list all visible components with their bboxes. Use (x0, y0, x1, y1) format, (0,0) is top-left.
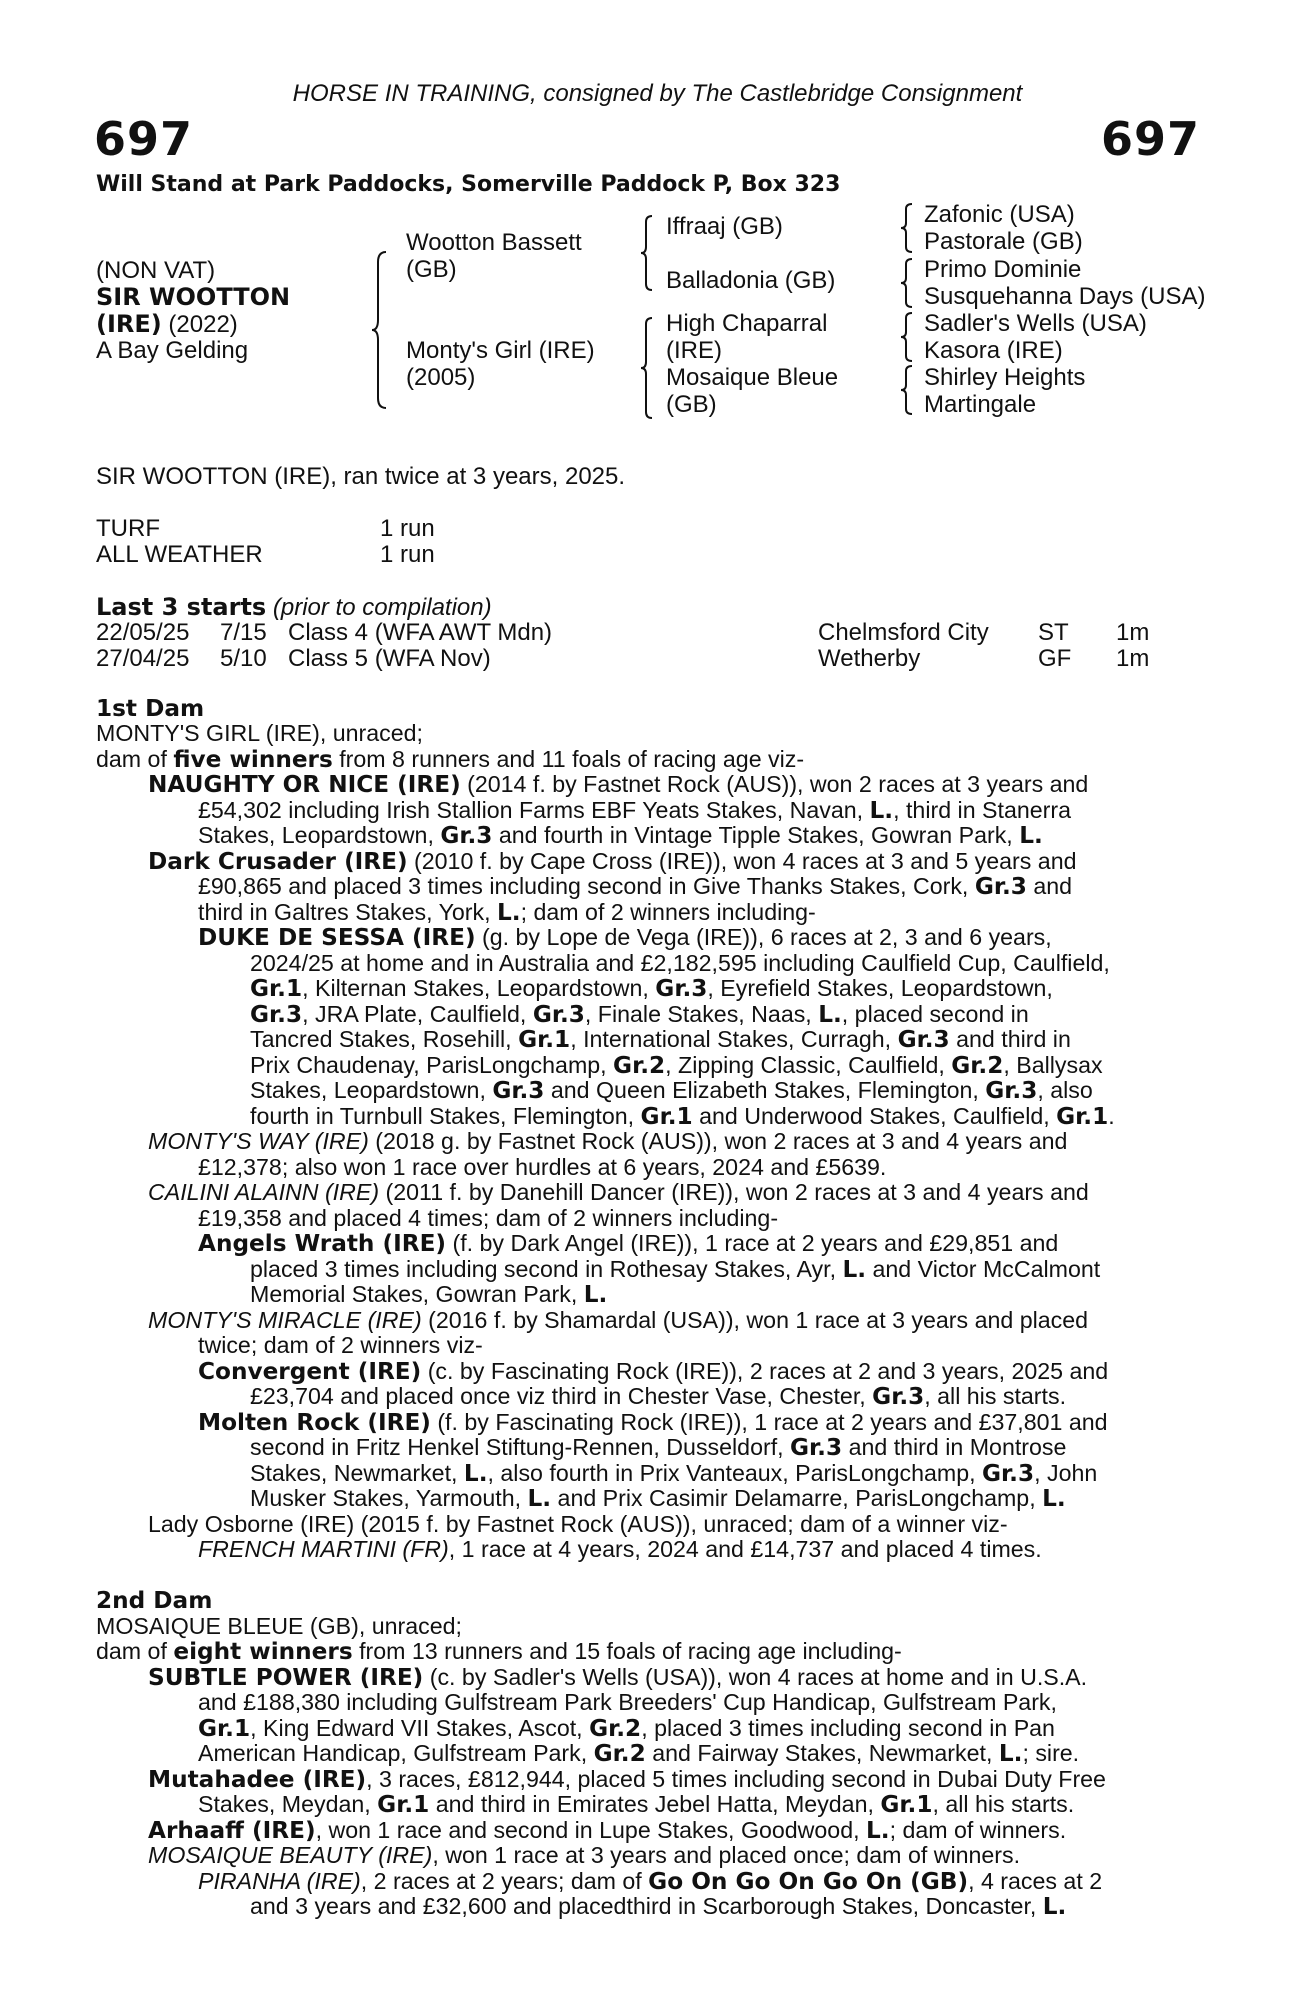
start-position: 5/10 (220, 645, 267, 672)
text-fragment: ; dam of winners. (889, 1817, 1067, 1843)
lot-number-right: 697 (1100, 112, 1200, 166)
text-fragment: , placed second in (841, 1001, 1029, 1027)
text-fragment: (f. by Dark Angel (IRE)), 1 race at 2 years and £29,851 and (446, 1230, 1059, 1256)
text-fragment: ; sire. (1022, 1740, 1080, 1766)
produce-entry (148, 772, 1088, 798)
produce-entry-line: £12,378; also won 1 race over hurdles at 6 years, 2024 and £5639. (198, 1154, 887, 1180)
produce-entry-line (198, 1741, 1079, 1767)
pedigree-sire-sire: Iffraaj (GB) (666, 213, 783, 240)
text-fragment: Gr.2 (593, 1740, 646, 1767)
start-going: ST (1038, 619, 1069, 646)
produce-name: MONTY'S WAY (IRE) (148, 1128, 369, 1154)
racing-summary: SIR WOOTTON (IRE), ran twice at 3 years, 2025. (96, 463, 626, 490)
text-fragment: L. (463, 1460, 488, 1487)
start-going: GF (1038, 645, 1072, 672)
pedigree-brace-sd (900, 257, 916, 309)
grandproduce-entry-line (250, 1104, 1115, 1130)
start-position: 7/15 (220, 619, 267, 646)
produce-entry: Lady Osborne (IRE) (2015 f. by Fastnet Rock (AUS)), unraced; dam of a winner viz- (148, 1511, 1008, 1537)
start-date: 22/05/25 (96, 619, 190, 646)
grandproduce-name: PIRANHA (IRE) (198, 1868, 361, 1894)
text-fragment: fourth in Turnbull Stakes, Flemington, (250, 1103, 641, 1129)
text-fragment: (c. by Sadler's Wells (USA)), won 4 races at home and in U.S.A. (423, 1664, 1088, 1690)
start-race: Class 4 (WFA AWT Mdn) (288, 619, 553, 646)
text-fragment: , won 1 race and second in Lupe Stakes, Goodwood, (315, 1817, 866, 1843)
text-fragment: (c. by Fascinating Rock (IRE)), 2 races at 2 and 3 years, 2025 and (421, 1358, 1109, 1384)
grandproduce-entry-line (250, 1435, 1066, 1461)
text-fragment: Gr.1 (1056, 1103, 1109, 1130)
produce-entry-line (198, 798, 1071, 824)
text-fragment: Stakes, Meydan, (198, 1791, 378, 1817)
pedigree-gen3-1: Zafonic (USA) (924, 201, 1075, 228)
text-fragment: , Zipping Classic, Caulfield, (665, 1052, 952, 1078)
text-fragment: Gr.3 (897, 1026, 950, 1053)
text-fragment: Gr.2 (613, 1052, 666, 1079)
text-fragment: L. (583, 1281, 608, 1308)
grandproduce-entry-line (250, 1078, 1093, 1104)
start-distance: 1m (1116, 619, 1150, 646)
produce-entry (148, 849, 1077, 875)
text-fragment: £54,302 including Irish Stallion Farms EBF Yeats Stakes, Navan, (198, 797, 870, 823)
text-fragment: Gr.2 (589, 1715, 642, 1742)
produce-entry (148, 1180, 1089, 1206)
text-fragment: , JRA Plate, Caulfield, (302, 1001, 533, 1027)
grandproduce-entry-line (250, 1027, 1071, 1053)
text-fragment: and Victor McCalmont (866, 1256, 1101, 1282)
grandproduce-entry-line (250, 1053, 1103, 1079)
grandproduce-entry-line (250, 976, 1053, 1002)
pedigree-sire-dam: Balladonia (GB) (666, 267, 836, 294)
text-fragment: Stakes, Leopardstown, (198, 822, 441, 848)
produce-entry-line: £19,358 and placed 4 times; dam of 2 winners including- (198, 1205, 779, 1231)
first-dam-line: MONTY'S GIRL (IRE), unraced; (96, 720, 423, 746)
text-fragment: £90,865 and placed 3 times including second in Give Thanks Stakes, Cork, (198, 873, 975, 899)
grandproduce-entry-line: 2024/25 at home and in Australia and £2,182,595 including Caulfield Cup, Caulfield, (250, 950, 1110, 976)
pedigree-brace-sire (640, 214, 656, 292)
text-fragment: L. (1042, 1485, 1066, 1512)
text-fragment: , Eyrefield Stakes, Leopardstown, (707, 975, 1053, 1001)
text-fragment: Gr.1 (377, 1791, 430, 1818)
grandproduce-entry (198, 1410, 1108, 1436)
text-fragment: Go On Go On Go On (GB) (648, 1868, 969, 1895)
grandproduce-entry-line (250, 1257, 1100, 1283)
grandproduce-name: DUKE DE SESSA (IRE) (198, 924, 476, 951)
text-fragment: Gr.1 (640, 1103, 693, 1130)
pedigree-brace-dd (900, 364, 916, 416)
second-dam-heading: 2nd Dam (96, 1587, 213, 1614)
produce-entry (148, 1308, 1088, 1334)
text-fragment: L. (1019, 822, 1043, 849)
text-fragment: (2011 f. by Danehill Dancer (IRE)), won 2 races at 3 and 4 years and (379, 1179, 1089, 1205)
text-fragment: (g. by Lope de Vega (IRE)), 6 races at 2, 3 and 6 years, (475, 924, 1052, 950)
produce-name: MONTY'S MIRACLE (IRE) (148, 1307, 422, 1333)
text-fragment: and fourth in Vintage Tipple Stakes, Gowran Park, (492, 822, 1020, 848)
text-fragment: and 3 years and £32,600 and placedthird in Scarborough Stakes, Doncaster, (250, 1893, 1043, 1919)
text-fragment: and Prix Casimir Delamarre, ParisLongchamp, (551, 1485, 1043, 1511)
text-fragment: L. (869, 797, 894, 824)
first-dam-heading: 1st Dam (96, 695, 205, 722)
grandproduce-name: FRENCH MARTINI (FR) (198, 1536, 449, 1562)
grandproduce-entry-line (250, 1461, 1097, 1487)
text-fragment: L. (1042, 1893, 1067, 1920)
produce-entry-line (198, 823, 1043, 849)
text-fragment: , 2 races at 2 years; dam of (360, 1868, 649, 1894)
text-fragment: L. (998, 1740, 1023, 1767)
pedigree-gen3-3: Primo Dominie (924, 256, 1082, 283)
grandproduce-entry-line (250, 1894, 1066, 1920)
text-fragment: eight winners (173, 1638, 353, 1665)
text-fragment: five winners (173, 746, 333, 773)
text-fragment: (2014 f. by Fastnet Rock (AUS)), won 2 races at 3 years and (460, 771, 1089, 797)
produce-name: CAILINI ALAINN (IRE) (148, 1179, 380, 1205)
horse-country: (IRE) (96, 310, 162, 338)
runs-count-turf: 1 run (380, 515, 435, 542)
second-dam-summary (96, 1639, 902, 1665)
text-fragment: . (1108, 1103, 1115, 1129)
text-fragment: Gr.3 (974, 873, 1027, 900)
text-fragment: , 3 races, £812,944, placed 5 times including second in Dubai Duty Free (366, 1766, 1106, 1792)
pedigree-brace-ss (900, 202, 916, 254)
text-fragment: Memorial Stakes, Gowran Park, (250, 1281, 584, 1307)
text-fragment: Gr.3 (872, 1383, 925, 1410)
text-fragment: dam of (96, 1638, 174, 1664)
text-fragment: and Fairway Stakes, Newmarket, (645, 1740, 999, 1766)
text-fragment: Stakes, Newmarket, (250, 1460, 464, 1486)
text-fragment: placed 3 times including second in Rothesay Stakes, Ayr, (250, 1256, 843, 1282)
horse-origin (96, 311, 238, 338)
start-race: Class 5 (WFA Nov) (288, 645, 491, 672)
text-fragment: L. (527, 1485, 552, 1512)
text-fragment: Gr.3 (250, 1001, 303, 1028)
pedigree-brace-main (370, 250, 390, 410)
vat-status: (NON VAT) (96, 257, 216, 284)
text-fragment: dam of (96, 746, 174, 772)
produce-name: NAUGHTY OR NICE (IRE) (148, 771, 461, 798)
pedigree-gen3-8: Martingale (924, 391, 1037, 418)
text-fragment: Prix Chaudenay, ParisLongchamp, (250, 1052, 614, 1078)
horse-description: A Bay Gelding (96, 337, 249, 364)
produce-entry (148, 1818, 1066, 1844)
text-fragment: and third in Emirates Jebel Hatta, Meydan, (429, 1791, 881, 1817)
text-fragment: American Handicap, Gulfstream Park, (198, 1740, 594, 1766)
text-fragment: and (1026, 873, 1073, 899)
produce-entry (148, 1843, 1020, 1869)
produce-entry-line (198, 1792, 1074, 1818)
produce-entry (148, 1767, 1106, 1793)
pedigree-sire-country: (GB) (406, 256, 457, 283)
produce-name: Mutahadee (IRE) (148, 1766, 367, 1793)
produce-entry (148, 1129, 1067, 1155)
last-starts-note: (prior to compilation) (272, 594, 492, 621)
start-date: 27/04/25 (96, 645, 190, 672)
pedigree-dam-dam-name: Mosaique Bleue (666, 364, 839, 391)
text-fragment: third in Galtres Stakes, York, (198, 899, 498, 925)
grandproduce-entry-line (250, 1486, 1066, 1512)
text-fragment: , third in Stanerra (893, 797, 1071, 823)
second-dam-line: MOSAIQUE BLEUE (GB), unraced; (96, 1613, 462, 1639)
text-fragment: , Ballysax (1003, 1052, 1103, 1078)
grandproduce-entry-line (250, 1384, 1066, 1410)
start-course: Wetherby (818, 645, 921, 672)
text-fragment: , also fourth in Prix Vanteaux, ParisLongchamp, (487, 1460, 983, 1486)
produce-name: SUBTLE POWER (IRE) (148, 1664, 424, 1691)
text-fragment: L. (818, 1001, 842, 1028)
text-fragment: L. (497, 899, 521, 926)
text-fragment: , Kilternan Stakes, Leopardstown, (302, 975, 656, 1001)
grandproduce-name: Molten Rock (IRE) (198, 1409, 431, 1436)
text-fragment: £23,704 and placed once viz third in Chester Vase, Chester, (250, 1383, 873, 1409)
text-fragment: , won 1 race at 3 years and placed once; dam of winners. (432, 1842, 1021, 1868)
text-fragment: , International Stakes, Curragh, (570, 1026, 898, 1052)
pedigree-brace-dam (640, 316, 656, 420)
text-fragment: second in Fritz Henkel Stiftung-Rennen, Dusseldorf, (250, 1434, 791, 1460)
pedigree-gen3-4: Susquehanna Days (USA) (924, 283, 1206, 310)
horse-year: (2022) (168, 311, 238, 338)
pedigree-gen3-2: Pastorale (GB) (924, 228, 1083, 255)
grandproduce-entry (198, 1359, 1108, 1385)
lot-number-left: 697 (94, 112, 194, 166)
produce-name: MOSAIQUE BEAUTY (IRE) (148, 1842, 433, 1868)
pedigree-dam-sire-name: High Chaparral (666, 310, 828, 337)
produce-entry (148, 1665, 1087, 1691)
produce-entry-line: and £188,380 including Gulfstream Park Breeders' Cup Handicap, Gulfstream Park, (198, 1689, 1057, 1715)
text-fragment: Gr.1 (198, 1715, 251, 1742)
text-fragment: (2016 f. by Shamardal (USA)), won 1 race at 3 years and placed (421, 1307, 1089, 1333)
consignment-header: HORSE IN TRAINING, consigned by The Castlebridge Consignment (292, 80, 1023, 107)
text-fragment: Gr.1 (880, 1791, 933, 1818)
stand-location: Will Stand at Park Paddocks, Somerville Paddock P, Box 323 (96, 172, 841, 197)
last-starts-title: Last 3 starts (96, 593, 267, 621)
text-fragment: , King Edward VII Stakes, Ascot, (250, 1715, 590, 1741)
produce-entry-line (198, 1716, 1055, 1742)
text-fragment: Gr.3 (655, 975, 708, 1002)
grandproduce-entry (198, 925, 1052, 951)
pedigree-sire-name: Wootton Bassett (406, 229, 582, 256)
horse-name: SIR WOOTTON (96, 283, 291, 311)
pedigree-dam-sire-country: (IRE) (666, 337, 722, 364)
text-fragment: Gr.3 (440, 822, 493, 849)
text-fragment: , 4 races at 2 (968, 1868, 1103, 1894)
text-fragment: (f. by Fascinating Rock (IRE)), 1 race at 2 years and £37,801 and (430, 1409, 1108, 1435)
first-dam-summary (96, 747, 804, 773)
pedigree-dam-dam-country: (GB) (666, 391, 717, 418)
text-fragment: and Queen Elizabeth Stakes, Flemington, (544, 1077, 986, 1103)
pedigree-dam-name: Monty's Girl (IRE) (406, 337, 595, 364)
text-fragment: Stakes, Leopardstown, (250, 1077, 493, 1103)
text-fragment: Gr.2 (951, 1052, 1004, 1079)
text-fragment: L. (842, 1256, 867, 1283)
produce-entry-line: twice; dam of 2 winners viz- (198, 1332, 483, 1358)
text-fragment: Gr.1 (518, 1026, 571, 1053)
runs-surface-aw: ALL WEATHER (96, 541, 263, 568)
runs-surface-turf: TURF (96, 515, 160, 542)
grandproduce-entry (198, 1537, 1042, 1563)
grandproduce-entry (198, 1869, 1102, 1895)
start-distance: 1m (1116, 645, 1150, 672)
grandproduce-name: Convergent (IRE) (198, 1358, 422, 1385)
text-fragment: , all his starts. (924, 1383, 1067, 1409)
grandproduce-name: Angels Wrath (IRE) (198, 1230, 447, 1257)
text-fragment: , all his starts. (932, 1791, 1075, 1817)
text-fragment: Gr.3 (790, 1434, 843, 1461)
text-fragment: Gr.3 (985, 1077, 1038, 1104)
text-fragment: L. (865, 1817, 890, 1844)
text-fragment: , John (1034, 1460, 1098, 1486)
runs-count-aw: 1 run (380, 541, 435, 568)
text-fragment: from 13 runners and 15 foals of racing age including- (352, 1638, 902, 1664)
text-fragment: Gr.3 (532, 1001, 585, 1028)
text-fragment: , Finale Stakes, Naas, (584, 1001, 819, 1027)
text-fragment: (2010 f. by Cape Cross (IRE)), won 4 races at 3 and 5 years and (407, 848, 1077, 874)
grandproduce-entry-line (250, 1282, 607, 1308)
text-fragment: from 8 runners and 11 foals of racing age viz- (332, 746, 805, 772)
text-fragment: (2018 g. by Fastnet Rock (AUS)), won 2 races at 3 and 4 years and (368, 1128, 1068, 1154)
produce-entry-line (198, 874, 1072, 900)
produce-name: Dark Crusader (IRE) (148, 848, 408, 875)
text-fragment: Tancred Stakes, Rosehill, (250, 1026, 519, 1052)
grandproduce-entry (198, 1231, 1058, 1257)
text-fragment: , placed 3 times including second in Pan (641, 1715, 1055, 1741)
text-fragment: and third in (949, 1026, 1071, 1052)
start-course: Chelmsford City (818, 619, 989, 646)
text-fragment: , also (1037, 1077, 1093, 1103)
text-fragment: , 1 race at 4 years, 2024 and £14,737 and placed 4 times. (448, 1536, 1042, 1562)
text-fragment: Gr.3 (982, 1460, 1035, 1487)
grandproduce-entry-line (250, 1002, 1029, 1028)
text-fragment: and Underwood Stakes, Caulfield, (692, 1103, 1057, 1129)
text-fragment: and third in Montrose (842, 1434, 1067, 1460)
pedigree-dam-year: (2005) (406, 364, 476, 391)
text-fragment: ; dam of 2 winners including- (520, 899, 816, 925)
pedigree-gen3-5: Sadler's Wells (USA) (924, 310, 1147, 337)
last-starts-heading (96, 594, 492, 621)
produce-entry-line (198, 900, 816, 926)
text-fragment: Gr.3 (492, 1077, 545, 1104)
pedigree-brace-ds (900, 311, 916, 363)
pedigree-gen3-6: Kasora (IRE) (924, 337, 1063, 364)
produce-name: Arhaaff (IRE) (148, 1817, 316, 1844)
pedigree-gen3-7: Shirley Heights (924, 364, 1086, 391)
text-fragment: Gr.1 (250, 975, 303, 1002)
text-fragment: Musker Stakes, Yarmouth, (250, 1485, 528, 1511)
